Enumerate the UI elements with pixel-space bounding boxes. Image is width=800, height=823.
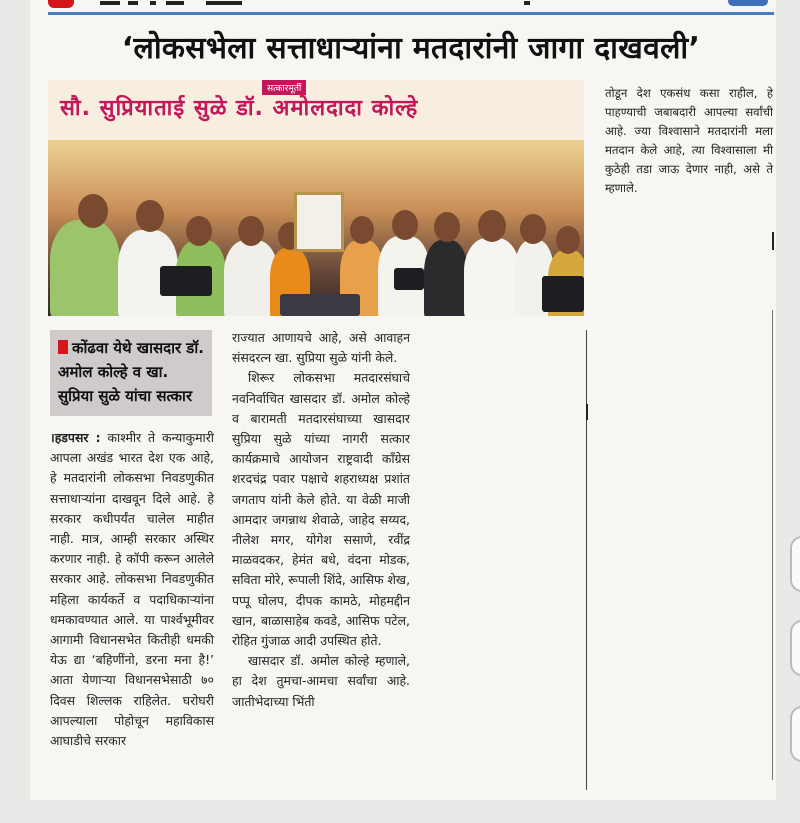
- subhead-box: [50, 330, 212, 416]
- phone-shape: [280, 294, 360, 316]
- phone-shape: [542, 276, 584, 312]
- paragraph: खासदार डॉ. अमोल कोल्हे म्हणाले, हा देश तुमचा-आमचा सर्वांचा आहे. जातीभेदाच्या भिंती: [232, 653, 410, 709]
- red-bullet: [58, 340, 68, 354]
- article-column-left: [50, 428, 214, 751]
- column-rule: [772, 310, 773, 780]
- edge-button[interactable]: [790, 536, 800, 592]
- article-body-left: काश्मीर ते कन्याकुमारी आपला अखंड भारत देश एक आहे, हे मतदारांनी लोकसभा निवडणुकीत सत्ताधाऱ्यांना दाखवून दिले आहे. हे सरकार कधीपर्यंत चालेल माहीत नाही. मात्र, आम्ही सरकार अस्थिर करणार नाही. हे कॉपी करून आलेले सरकार आहे. लोकसभा निवडणुकीत महिला कार्यकर्ते व पदाधिकाऱ्यांना धमकावण्यात आले. या पार्श्वभूमीवर आगामी विधानसभेत कितीही धमकी येऊ द्या ‘बहिणींनो, डरना मना है!’ आता येणाऱ्या विधानसभेसाठी ७० दिवस शिल्लक राहिलेत. घरोघरी आपल्याला पोहोचून महाविकास आघाडीचे सरकार: [50, 430, 214, 749]
- header-rule: [48, 12, 774, 15]
- edge-button[interactable]: [790, 706, 800, 762]
- column-rule: [772, 232, 774, 250]
- banner-tag: सत्कारमूर्ती: [262, 80, 306, 95]
- column-rule: [586, 330, 587, 790]
- subhead-text: कोंढवा येथे खासदार डॉ. अमोल कोल्हे व खा. सुप्रिया सुळे यांचा सत्कार: [58, 339, 204, 405]
- paragraph: शिरूर लोकसभा मतदारसंघाचे नवनिर्वाचित खासदार डॉ. अमोल कोल्हे व बारामती मतदारसंघाच्या खासदार सुप्रिया सुळे यांच्या नागरी सत्कार कार्यक्रमाचे आयोजन राष्ट्रवादी काँग्रेस शरदचंद्र पवार पक्षाचे शहराध्यक्ष प्रशांत जगताप यांनी केले होते. या वेळी माजी आमदार जगन्नाथ शेवाळे, जाहेद सय्यद, नीलेश मगर, योगेश ससाणे, रवींद्र माळवदकर, हेमंत बधे, वंदना मोडक, सविता मोरे, रूपाली शिंदे, आसिफ शेख, पप्पू घोलप, दीपक कामठे, मोहमद्दीन खान, बाळासाहेब कवडे, आसिफ पटेल, रोहित गुंजाळ आदी उपस्थित होते.: [232, 370, 411, 649]
- masthead-strip: [30, 0, 776, 12]
- phone-shape: [394, 268, 424, 290]
- masthead-logo-fragment: [48, 0, 74, 8]
- sidebar-column: तोडून देश एकसंध कसा राहील, हे पाहण्याची जबाबदारी आपल्या सर्वांची आहे. ज्या विश्वासाने मतदारांनी मला मतदान केले आहे, त्या विश्वासाला मी कुठेही तडा जाऊ देणार नाही, असे ते म्हणाले.: [605, 86, 773, 195]
- headline: ‘लोकसभेला सत्ताधाऱ्यांना मतदारांनी जागा दाखवली’: [121, 31, 701, 66]
- paragraph: राज्यात आणायचे आहे, असे आवाहन संसदरत्न खा. सुप्रिया सुळे यांनी केले.: [232, 330, 410, 366]
- article-column-middle: [232, 328, 410, 712]
- memento-frame: [294, 192, 344, 252]
- banner-text: सौ. सुप्रियाताई सुळे डॉ. अमोलदादा कोल्हे: [60, 96, 419, 121]
- phone-shape: [160, 266, 212, 296]
- dateline: ।हडपसर :: [50, 430, 101, 445]
- edge-button[interactable]: [790, 620, 800, 676]
- felicitation-photo: [48, 80, 584, 316]
